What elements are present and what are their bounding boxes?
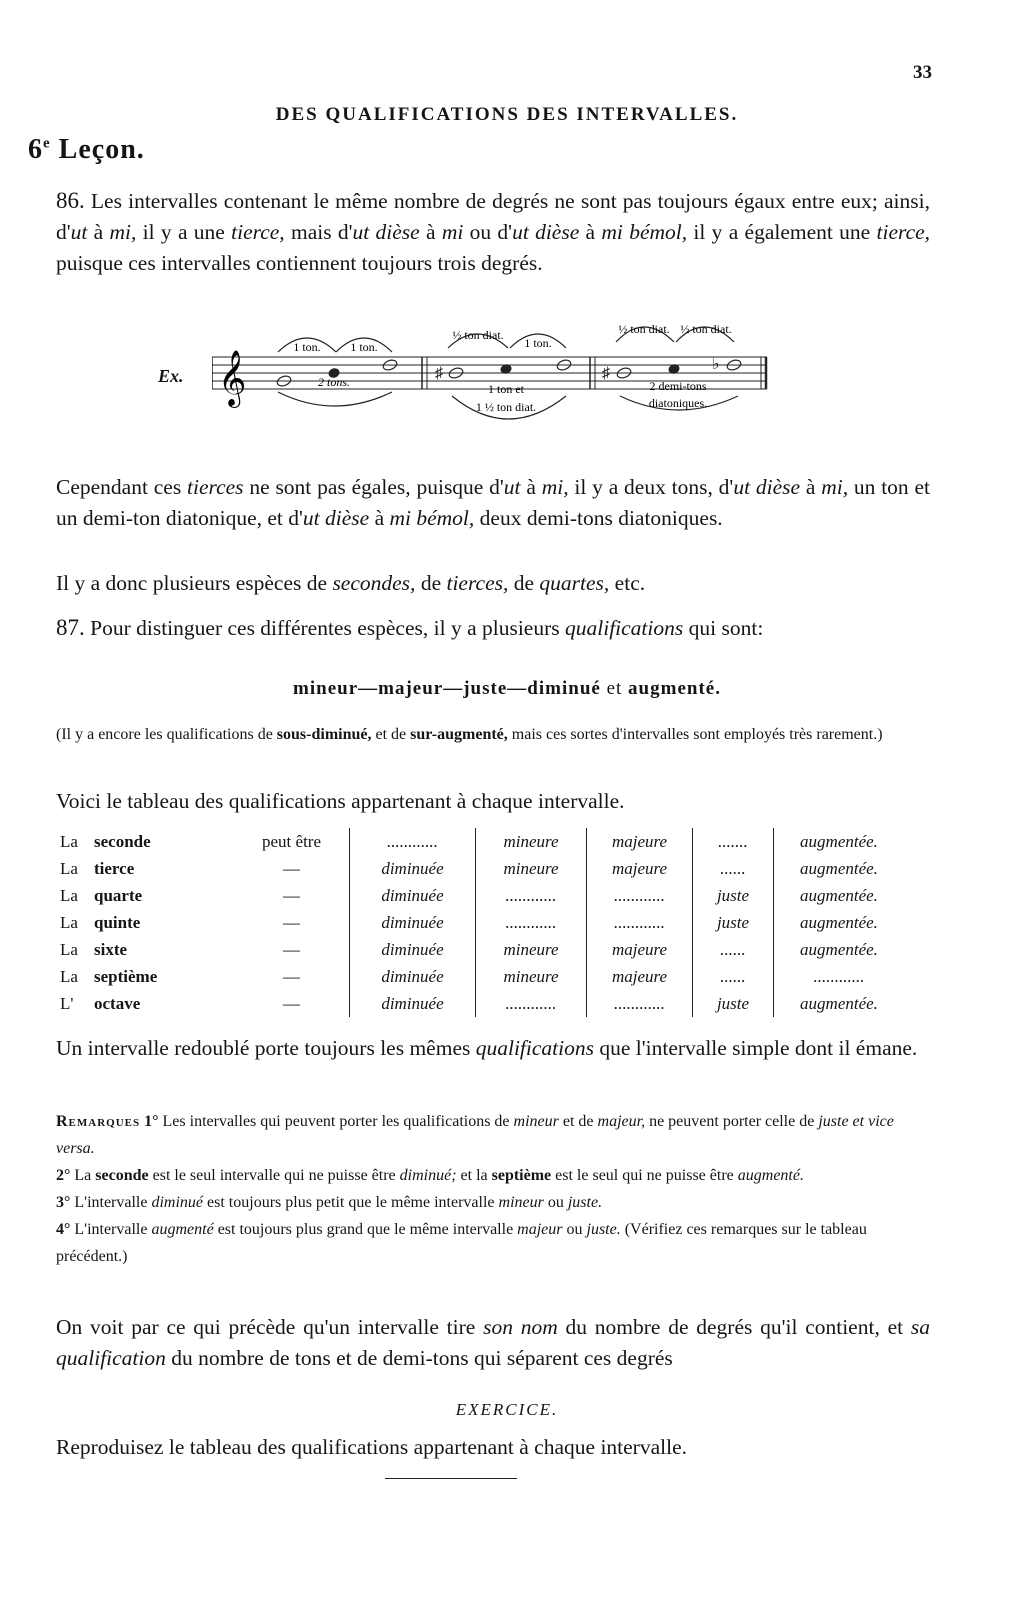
- text: ou d': [463, 220, 513, 244]
- qual-majeure: majeure: [587, 855, 693, 882]
- bold-term: sous-diminué,: [276, 726, 372, 743]
- remark-1: [26, 1108, 900, 1162]
- text: du nombre de tons et de demi-tons qui séparent ces degrés: [165, 1346, 673, 1370]
- italic-term: secondes,: [332, 571, 416, 595]
- peut-etre: —: [283, 885, 300, 905]
- text: (Il y a encore les qualifications de: [56, 726, 277, 743]
- qual-juste: juste: [693, 909, 774, 936]
- remark-number: 2°: [56, 1167, 75, 1184]
- italic-term: mi: [441, 220, 464, 244]
- remark-3: [26, 1189, 900, 1216]
- qual-mineure: mineure: [476, 855, 587, 882]
- svg-text:♭: ♭: [712, 356, 720, 373]
- qualification: juste: [463, 678, 508, 699]
- text: à: [419, 220, 442, 244]
- text: qui sont:: [683, 616, 764, 640]
- text: Les intervalles contenant le même nombre de degrés ne sont pas toujours égaux entre eux; ainsi, d': [56, 189, 930, 244]
- italic-term: tierces,: [446, 571, 509, 595]
- treble-clef-icon: 𝄞: [218, 350, 247, 406]
- qual-diminuee: ............: [350, 828, 476, 855]
- interval-name: octave: [94, 993, 141, 1013]
- qual-majeure: majeure: [587, 963, 693, 990]
- qualifications-table: [60, 828, 904, 1017]
- peut-etre: —: [283, 939, 300, 959]
- interval-article: La: [60, 912, 78, 932]
- interval-article: La: [60, 858, 78, 878]
- measure-2-bottom-label: 1 ½ ton diat.: [475, 400, 537, 414]
- qual-majeure: ............: [587, 990, 693, 1017]
- table-row: [60, 909, 904, 936]
- text: etc.: [609, 571, 646, 595]
- interval-article: L': [60, 993, 74, 1013]
- exercice-title: EXERCICE.: [455, 1400, 559, 1419]
- qual-augmentee: augmentée.: [774, 909, 905, 936]
- peut-etre: —: [283, 858, 300, 878]
- text: Les intervalles qui peuvent porter les qualifications de: [162, 1113, 514, 1130]
- text: et la: [456, 1167, 492, 1184]
- table-row: [60, 936, 904, 963]
- text: de: [508, 571, 540, 595]
- text: On voit par ce qui précède qu'un intervalle tire: [56, 1315, 484, 1339]
- qual-mineure: mineure: [476, 828, 587, 855]
- text: ou: [543, 1194, 568, 1211]
- interval-article: La: [60, 966, 78, 986]
- text: deux demi-tons diatoniques.: [474, 506, 723, 530]
- peut-etre: —: [283, 993, 300, 1013]
- italic-term: majeur: [517, 1221, 563, 1238]
- interval-name: tierce: [94, 858, 135, 878]
- peut-etre: peut être: [262, 831, 321, 851]
- text: et de: [558, 1113, 598, 1130]
- qual-juste: .......: [693, 828, 774, 855]
- interval-name: septième: [94, 966, 158, 986]
- dash: —: [358, 678, 379, 699]
- qual-majeure: ............: [587, 882, 693, 909]
- paragraph-87: [26, 612, 930, 644]
- qualification: mineur: [293, 678, 359, 699]
- paragraph-especes: [26, 568, 930, 599]
- italic-term: ut: [503, 475, 521, 499]
- italic-term: sa qualification: [56, 1315, 930, 1370]
- italic-term: ut: [70, 220, 88, 244]
- bold-term: septième: [491, 1167, 552, 1184]
- text: Cependant ces: [56, 475, 188, 499]
- italic-term: tierces: [187, 475, 244, 499]
- italic-term: tierce,: [876, 220, 931, 244]
- interval-name: seconde: [94, 831, 151, 851]
- text: à: [520, 475, 542, 499]
- text: puisque ces intervalles contiennent toujours trois degrés.: [56, 251, 543, 275]
- qual-majeure: ............: [587, 909, 693, 936]
- qual-diminuee: diminuée: [350, 990, 476, 1017]
- qual-juste: ......: [693, 936, 774, 963]
- italic-term: mineur: [513, 1113, 559, 1130]
- qual-majeure: majeure: [587, 936, 693, 963]
- text: à: [800, 475, 822, 499]
- italic-term: mineur: [498, 1194, 544, 1211]
- italic-term: ut dièse: [512, 220, 580, 244]
- text: (Vérifiez ces remarques sur le tableau précédent.): [56, 1221, 867, 1265]
- text: du nombre de degrés qu'il contient, et: [557, 1315, 911, 1339]
- text: ou: [562, 1221, 587, 1238]
- exercice-text: Reproduisez le tableau des qualifications appartenant à chaque intervalle.: [56, 1435, 687, 1459]
- measure-2-bottom-label: 1 ton et: [488, 382, 524, 396]
- qual-juste: juste: [693, 882, 774, 909]
- interval-name: quarte: [94, 885, 143, 905]
- lesson-number: 6: [28, 134, 43, 165]
- table-row: [60, 828, 904, 855]
- qual-diminuee: diminuée: [350, 855, 476, 882]
- italic-term: mi bémol,: [389, 506, 475, 530]
- text: L'intervalle: [74, 1221, 152, 1238]
- measure-3-bottom-label: diatoniques.: [648, 396, 708, 410]
- qualification: diminué: [527, 678, 601, 699]
- remark-number: 1°: [140, 1113, 163, 1130]
- measure-3-top-label: ½ ton diat.: [618, 322, 670, 336]
- italic-term: mi,: [541, 475, 569, 499]
- lesson-label: Leçon.: [58, 134, 145, 165]
- table-row: [60, 990, 904, 1017]
- italic-term: mi bémol,: [601, 220, 688, 244]
- measure-3-bottom-label: 2 demi-tons: [649, 379, 707, 393]
- bold-term: sur-augmenté,: [410, 726, 508, 743]
- qual-juste: juste: [693, 990, 774, 1017]
- text: à: [369, 506, 390, 530]
- interval-article: La: [60, 885, 78, 905]
- table-row: [60, 855, 904, 882]
- interval-name: quinte: [94, 912, 141, 932]
- lesson-title: [28, 134, 145, 166]
- music-staff-example: [212, 312, 777, 434]
- qual-diminuee: diminuée: [350, 963, 476, 990]
- italic-term: juste et vice versa.: [56, 1113, 894, 1157]
- paragraph-conclusion: [26, 1312, 930, 1374]
- text: Il y a donc plusieurs espèces de: [56, 571, 333, 595]
- italic-term: diminué;: [399, 1167, 457, 1184]
- italic-term: mi,: [821, 475, 849, 499]
- dash: —: [507, 678, 528, 699]
- qualifications-line: [0, 678, 1014, 700]
- paragraph-number: 86.: [56, 188, 85, 213]
- bold-term: seconde: [95, 1167, 149, 1184]
- italic-term: quartes,: [539, 571, 610, 595]
- paragraph-cependant: [26, 472, 930, 534]
- text: il y a deux tons, d': [568, 475, 734, 499]
- text: que l'intervalle simple dont il émane.: [593, 1036, 918, 1060]
- remark-number: 3°: [56, 1194, 75, 1211]
- text: de: [415, 571, 447, 595]
- text: à: [579, 220, 602, 244]
- italic-term: majeur,: [597, 1113, 646, 1130]
- peut-etre: —: [283, 912, 300, 932]
- italic-term: diminué: [151, 1194, 204, 1211]
- interval-article: La: [60, 939, 78, 959]
- text: Pour distinguer ces différentes espèces, il y a plusieurs: [84, 616, 565, 640]
- svg-text:♯: ♯: [602, 365, 610, 382]
- qual-mineure: ............: [476, 990, 587, 1017]
- text: est toujours plus grand que le même intervalle: [213, 1221, 518, 1238]
- page-number: 33: [913, 62, 932, 83]
- qual-juste: ......: [693, 963, 774, 990]
- text: ne sont pas égales, puisque d': [243, 475, 504, 499]
- qual-augmentee: augmentée.: [774, 828, 905, 855]
- qual-augmentee: ............: [774, 963, 905, 990]
- remark-4: [26, 1216, 900, 1270]
- qual-mineure: ............: [476, 909, 587, 936]
- italic-term: ut dièse: [302, 506, 370, 530]
- tableau-intro: Voici le tableau des qualifications appartenant à chaque intervalle.: [56, 789, 625, 813]
- text: et de: [371, 726, 411, 743]
- interval-article: La: [60, 831, 78, 851]
- text: L'intervalle: [74, 1194, 152, 1211]
- text: un ton et un demi-ton diatonique, et d': [56, 475, 930, 530]
- italic-term: ut dièse: [352, 220, 420, 244]
- qual-mineure: mineure: [476, 936, 587, 963]
- text: est le seul qui ne puisse être: [551, 1167, 738, 1184]
- italic-term: mi,: [109, 220, 137, 244]
- qual-mineure: ............: [476, 882, 587, 909]
- text: mais d': [284, 220, 353, 244]
- peut-etre: —: [283, 966, 300, 986]
- qual-augmentee: augmentée.: [774, 990, 905, 1017]
- remarks-block: [26, 1108, 900, 1270]
- lesson-superscript: e: [43, 135, 51, 152]
- section-heading: DES QUALIFICATIONS DES INTERVALLES.: [275, 104, 739, 125]
- measure-1-top-label: 1 ton.: [350, 340, 378, 354]
- paragraph-redouble: [26, 1033, 930, 1064]
- closing-rule: [385, 1478, 517, 1479]
- qual-diminuee: diminuée: [350, 909, 476, 936]
- italic-term: augmenté.: [737, 1167, 804, 1184]
- qual-augmentee: augmentée.: [774, 936, 905, 963]
- qualification: majeur: [378, 678, 444, 699]
- text: mais ces sortes d'intervalles sont employés très rarement.): [507, 726, 883, 743]
- example-label: Ex.: [158, 366, 184, 386]
- text: et: [600, 678, 629, 699]
- measure-3-top-label: ½ ton diat.: [680, 322, 732, 336]
- qual-juste: ......: [693, 855, 774, 882]
- qual-majeure: majeure: [587, 828, 693, 855]
- measure-2-top-label: ½ ton diat.: [452, 328, 504, 342]
- italic-term: qualifications: [565, 616, 684, 640]
- italic-term: tierce,: [231, 220, 285, 244]
- text: ne peuvent porter celle de: [645, 1113, 819, 1130]
- qual-mineure: mineure: [476, 963, 587, 990]
- remark-number: 4°: [56, 1221, 75, 1238]
- remarks-label: Remarques: [56, 1113, 141, 1130]
- italic-term: augmenté: [151, 1221, 214, 1238]
- paragraph-86: [26, 185, 930, 279]
- qual-diminuee: diminuée: [350, 936, 476, 963]
- text: est le seul intervalle qui ne puisse être: [148, 1167, 400, 1184]
- interval-name: sixte: [94, 939, 128, 959]
- text: Un intervalle redoublé porte toujours les mêmes: [56, 1036, 476, 1060]
- qualification: augmenté.: [628, 678, 721, 699]
- qual-augmentee: augmentée.: [774, 882, 905, 909]
- measure-1-bottom-label: 2 tons.: [317, 375, 351, 389]
- measure-1-top-label: 1 ton.: [293, 340, 321, 354]
- italic-term: son nom: [483, 1315, 558, 1339]
- remark-2: [26, 1162, 900, 1189]
- dash: —: [443, 678, 464, 699]
- qual-diminuee: diminuée: [350, 882, 476, 909]
- text: il y a également une: [687, 220, 877, 244]
- svg-text:♯: ♯: [435, 365, 443, 382]
- note-sous-diminue: [26, 722, 930, 747]
- table-row: [60, 882, 904, 909]
- table-row: [60, 963, 904, 990]
- italic-term: ut dièse: [733, 475, 801, 499]
- text: La: [74, 1167, 96, 1184]
- text: il y a une: [136, 220, 232, 244]
- text: est toujours plus petit que le même intervalle: [203, 1194, 499, 1211]
- italic-term: juste.: [586, 1221, 621, 1238]
- italic-term: qualifications: [475, 1036, 594, 1060]
- paragraph-number: 87.: [56, 615, 85, 640]
- qual-augmentee: augmentée.: [774, 855, 905, 882]
- measure-2-top-label: 1 ton.: [524, 336, 552, 350]
- italic-term: juste.: [567, 1194, 603, 1211]
- text: à: [87, 220, 110, 244]
